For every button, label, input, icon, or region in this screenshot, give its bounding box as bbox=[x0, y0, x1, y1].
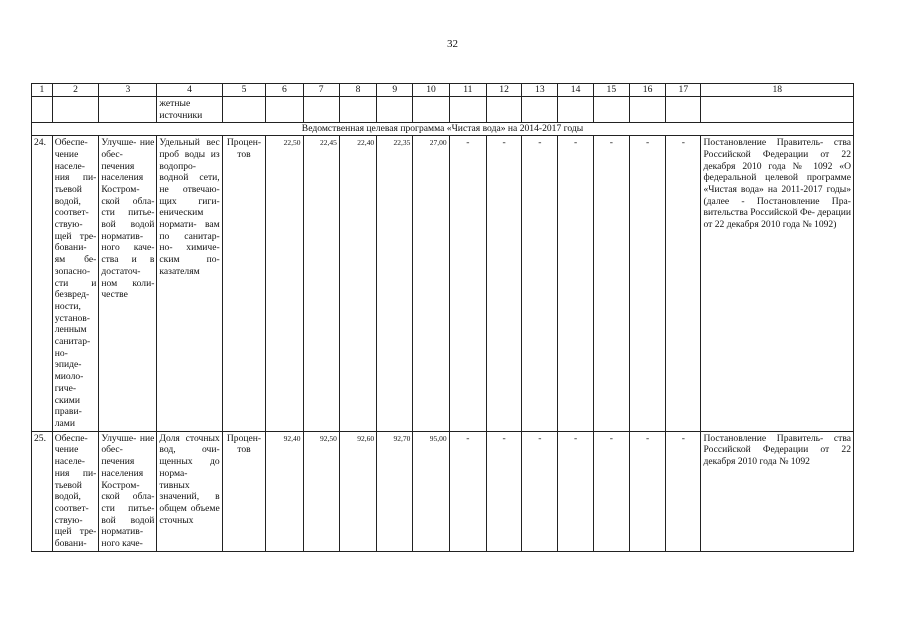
goal-cell: Обеспе- чение населе- ния пи- тьевой водой, соответ- ствую- щей тре- бовани- bbox=[52, 431, 99, 551]
dash-cell: - bbox=[449, 431, 486, 551]
header-cell: 16 bbox=[629, 84, 665, 97]
table-row bbox=[32, 136, 854, 432]
value-cell: 22,50 bbox=[266, 136, 303, 432]
header-cell: 1 bbox=[32, 84, 53, 97]
header-cell: 14 bbox=[558, 84, 593, 97]
task-cell: Улучше- ние обес- печения населения Костром- ской обла- сти питье- вой водой норматив- ного каче- bbox=[99, 431, 157, 551]
header-cell: 9 bbox=[377, 84, 413, 97]
header-cell: 12 bbox=[486, 84, 521, 97]
header-cell: 10 bbox=[413, 84, 449, 97]
indicator-cell: Доля сточных вод, очи- щенных до норма- тивных значений, в общем объеме сточных bbox=[157, 431, 222, 551]
header-cell: 5 bbox=[222, 84, 266, 97]
header-cell: 11 bbox=[449, 84, 486, 97]
row-number: 25. bbox=[32, 431, 53, 551]
continued-text: жетные источники bbox=[157, 97, 222, 123]
header-cell: 4 bbox=[157, 84, 222, 97]
header-cell: 3 bbox=[99, 84, 157, 97]
value-cell: 22,45 bbox=[303, 136, 339, 432]
task-cell: Улучше- ние обес- печения населения Костром- ской обла- сти питье- вой водой норматив- ного каче- ства и в достаточ- ном коли- честве bbox=[99, 136, 157, 432]
header-cell: 2 bbox=[52, 84, 99, 97]
header-cell: 6 bbox=[266, 84, 303, 97]
header-cell: 8 bbox=[339, 84, 376, 97]
dash-cell: - bbox=[629, 136, 665, 432]
header-row bbox=[32, 84, 854, 97]
dash-cell: - bbox=[593, 431, 629, 551]
value-cell: 22,40 bbox=[339, 136, 376, 432]
goal-cell: Обеспе- чение населе- ния пи- тьевой водой, соответ- ствую- щей тре- бовани- ям бе- зопасно- сти и безвред- ности, установ- ленным санитар- но- эпиде- миоло- гиче- скими прави- лами bbox=[52, 136, 99, 432]
dash-cell: - bbox=[666, 136, 701, 432]
value-cell: 95,00 bbox=[413, 431, 449, 551]
header-cell: 15 bbox=[593, 84, 629, 97]
dash-cell: - bbox=[449, 136, 486, 432]
dash-cell: - bbox=[522, 136, 558, 432]
header-cell: 13 bbox=[522, 84, 558, 97]
unit-cell: Процен- тов bbox=[222, 136, 266, 432]
unit-cell: Процен- тов bbox=[222, 431, 266, 551]
dash-cell: - bbox=[558, 431, 593, 551]
value-cell: 92,60 bbox=[339, 431, 376, 551]
dash-cell: - bbox=[593, 136, 629, 432]
page-number: 32 bbox=[447, 38, 458, 50]
dash-cell: - bbox=[558, 136, 593, 432]
dash-cell: - bbox=[486, 431, 521, 551]
section-row bbox=[32, 123, 854, 136]
dash-cell: - bbox=[629, 431, 665, 551]
program-table bbox=[31, 83, 854, 552]
continuation-row bbox=[32, 97, 854, 123]
header-cell: 17 bbox=[666, 84, 701, 97]
dash-cell: - bbox=[666, 431, 701, 551]
source-cell: Постановление Правитель- ства Российской Федерации от 22 декабря 2010 года № 1092 bbox=[701, 431, 854, 551]
header-cell: 7 bbox=[303, 84, 339, 97]
value-cell: 92,70 bbox=[377, 431, 413, 551]
value-cell: 22,35 bbox=[377, 136, 413, 432]
value-cell: 92,50 bbox=[303, 431, 339, 551]
table-row bbox=[32, 431, 854, 551]
row-number: 24. bbox=[32, 136, 53, 432]
dash-cell: - bbox=[522, 431, 558, 551]
header-cell: 18 bbox=[701, 84, 854, 97]
section-title: Ведомственная целевая программа «Чистая вода» на 2014-2017 годы bbox=[32, 123, 854, 136]
value-cell: 92,40 bbox=[266, 431, 303, 551]
source-cell: Постановление Правитель- ства Российской Федерации от 22 декабря 2010 года № 1092 «О федеральной целевой программе «Чистая вода» на 2011-2017 годы» (далее - Постановление Пра- вительства Российской Фе- дерации от 22 декабря 2010 года № 1092) bbox=[701, 136, 854, 432]
indicator-cell: Удельный вес проб воды из водопро- водной сети, не отвечаю- щих гиги- еническим нормати- вам по санитар- но- химиче- ским по- казателям bbox=[157, 136, 222, 432]
dash-cell: - bbox=[486, 136, 521, 432]
value-cell: 27,00 bbox=[413, 136, 449, 432]
